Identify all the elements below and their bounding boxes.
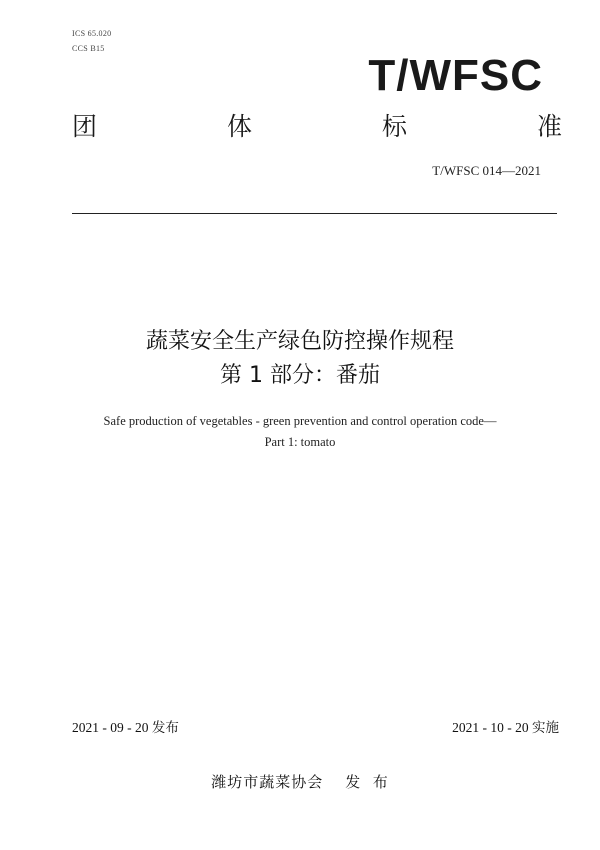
title-english-part: Part 1: tomato [264,435,336,449]
organization-code: T/WFSC [368,51,543,100]
standard-type-char: 体 [226,112,252,141]
ccs-code: CCS B15 [72,44,105,53]
title-english-main: Safe production of vegetables - green prevention and control operation code— [103,414,497,428]
standard-type-char: 标 [381,112,407,141]
implement-date: 2021 - 10 - 20 实施 [452,720,559,735]
standard-type [72,112,562,142]
issuer [0,772,600,792]
standard-type-char: 准 [536,112,562,141]
title-chinese-main: 蔬菜安全生产绿色防控操作规程 [145,329,454,354]
issuer-action: 发 布 [345,773,389,791]
standard-type-char: 团 [72,112,98,141]
header-divider [72,213,557,214]
title-chinese-part: 第 1 部分：番茄 [220,363,380,388]
standard-number: T/WFSC 014—2021 [432,163,541,178]
issuer-name: 潍坊市蔬菜协会 [211,773,324,791]
ics-code: ICS 65.020 [72,29,112,38]
publish-date: 2021 - 09 - 20 发布 [72,720,179,735]
